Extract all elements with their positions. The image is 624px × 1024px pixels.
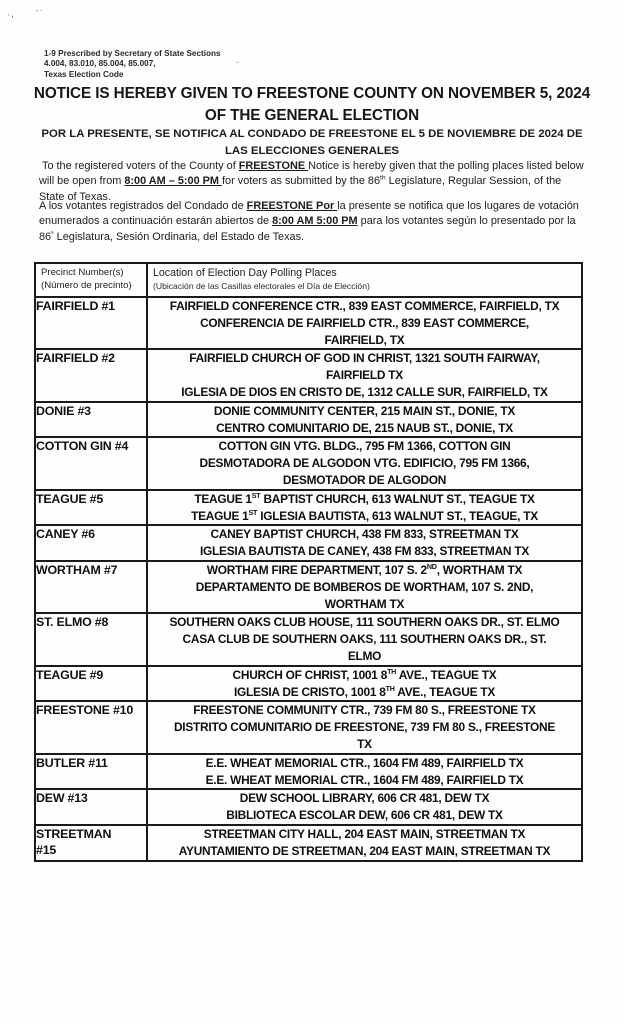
table-row: [35, 525, 582, 561]
precinct-label: FREESTONE #10: [36, 703, 134, 718]
precinct-cell: [35, 437, 147, 489]
precinct-label: ST. ELMO #8: [36, 615, 109, 630]
notice-title-line2: OF THE GENERAL ELECTION: [204, 106, 420, 124]
precinct-label: CANEY #6: [36, 527, 95, 542]
table-row: [35, 825, 582, 861]
location-line: BIBLIOTECA ESCOLAR DEW, 606 CR 481, DEW TX: [226, 808, 503, 823]
precinct-cell: [35, 613, 147, 665]
precinct-label: TEAGUE #5: [36, 491, 104, 506]
table-row: [35, 349, 582, 401]
precinct-header-english: Precinct Number(s): [41, 267, 124, 278]
location-line: WORTHAM FIRE DEPARTMENT, 107 S. 2ND, WORTHAM TX: [206, 562, 523, 577]
location-cell: [147, 349, 582, 401]
location-cell: [147, 437, 582, 489]
table-row: [35, 789, 582, 825]
location-line: E.E. WHEAT MEMORIAL CTR., 1604 FM 489, FAIRFIELD TX: [205, 755, 524, 770]
form-citation-line: 1-9 Prescribed by Secretary of State Sections: [44, 49, 221, 58]
scan-artifact: -·: [36, 6, 44, 15]
table-row: [35, 701, 582, 753]
scan-artifact: -: [236, 57, 240, 67]
precinct-cell: [35, 297, 147, 349]
location-line: IGLESIA DE DIOS EN CRISTO DE, 1312 CALLE SUR, FAIRFIELD, TX: [181, 384, 548, 399]
location-line: FAIRFIELD CONFERENCE CTR., 839 EAST COMMERCE, FAIRFIELD, TX: [169, 299, 560, 313]
notice-subtitle-line2: LAS ELECCIONES GENERALES: [224, 144, 400, 157]
precinct-label: COTTON GIN #4: [36, 439, 129, 454]
form-citation-line: 4.004, 83.010, 85.004, 85.007,: [44, 59, 156, 69]
location-cell: [147, 701, 582, 753]
location-line: WORTHAM TX: [324, 596, 405, 611]
table-row: [35, 561, 582, 613]
location-cell: [147, 490, 582, 526]
precinct-label: #15: [36, 842, 57, 857]
precinct-label: DONIE #3: [36, 403, 91, 418]
location-line: FAIRFIELD TX: [326, 368, 403, 383]
location-column-header: [147, 263, 582, 297]
notice-title-line1: NOTICE IS HEREBY GIVEN TO FREESTONE COUNTY ON NOVEMBER 5, 2024: [33, 85, 591, 102]
location-line: FREESTONE COMMUNITY CTR., 739 FM 80 S., FREESTONE TX: [193, 703, 536, 718]
location-line: CENTRO COMUNITARIO DE, 215 NAUB ST., DONIE, TX: [216, 420, 513, 435]
location-line: STREETMAN CITY HALL, 204 EAST MAIN, STREETMAN TX: [203, 826, 526, 841]
table-row: [35, 490, 582, 526]
table-row: [35, 754, 582, 790]
location-header-english: Location of Election Day Polling Places: [153, 267, 337, 279]
location-line: DESMOTADOR DE ALGODON: [282, 472, 447, 487]
scan-artifact: ·,: [6, 8, 16, 20]
precinct-cell: [35, 825, 147, 861]
table-row: [35, 402, 582, 438]
precinct-cell: [35, 666, 147, 702]
location-line: FAIRFIELD, TX: [324, 332, 405, 347]
precinct-label: BUTLER #11: [36, 755, 108, 770]
location-line: SOUTHERN OAKS CLUB HOUSE, 111 SOUTHERN OAKS DR., ST. ELMO: [169, 615, 560, 630]
location-line: AYUNTAMIENTO DE STREETMAN, 204 EAST MAIN, STREETMAN TX: [178, 843, 551, 858]
table-row: [35, 297, 582, 349]
location-line: CANEY BAPTIST CHURCH, 438 FM 833, STREETMAN TX: [210, 527, 519, 542]
location-line: COTTON GIN VTG. BLDG., 795 FM 1366, COTTON GIN: [218, 439, 511, 454]
precinct-label: DEW #13: [36, 791, 88, 806]
precinct-label: TEAGUE #9: [36, 667, 104, 682]
location-cell: [147, 825, 582, 861]
location-line: FAIRFIELD CHURCH OF GOD IN CHRIST, 1321 SOUTH FAIRWAY,: [189, 351, 540, 366]
precinct-cell: [35, 701, 147, 753]
location-line: IGLESIA DE CRISTO, 1001 8TH AVE., TEAGUE TX: [233, 684, 496, 699]
location-line: CHURCH OF CHRIST, 1001 8TH AVE., TEAGUE TX: [232, 667, 497, 682]
location-cell: [147, 402, 582, 438]
polling-places-table: [34, 262, 583, 862]
location-line: TEAGUE 1ST IGLESIA BAUTISTA, 613 WALNUT ST., TEAGUE, TX: [191, 508, 538, 523]
location-line: TEAGUE 1ST BAPTIST CHURCH, 613 WALNUT ST., TEAGUE TX: [194, 491, 535, 506]
precinct-cell: [35, 402, 147, 438]
location-line: DEPARTAMENTO DE BOMBEROS DE WORTHAM, 107 S. 2ND,: [195, 579, 534, 594]
location-line: DESMOTADORA DE ALGODON VTG. EDIFICIO, 795 FM 1366,: [199, 456, 530, 471]
notice-subtitle-line1: POR LA PRESENTE, SE NOTIFICA AL CONDADO DE FREESTONE EL 5 DE NOVIEMBRE DE 2024 DE: [41, 128, 583, 140]
location-line: ELMO: [347, 648, 382, 663]
form-citation: [44, 49, 221, 80]
precinct-cell: [35, 754, 147, 790]
precinct-label: FAIRFIELD #2: [36, 351, 115, 366]
location-cell: [147, 561, 582, 613]
location-cell: [147, 666, 582, 702]
location-line: IGLESIA BAUTISTA DE CANEY, 438 FM 833, STREETMAN TX: [199, 544, 530, 559]
table-row: [35, 613, 582, 665]
notice-paragraph-english: To the registered voters of the County of FREESTONE Notice is hereby given that the polling places listed below will be open from 8:00 AM – 5:00 PM for voters as submitted by the 86th Legislature, Regular Session, of the State of Texas.: [39, 160, 584, 203]
notice-paragraph-spanish: A los votantes registrados del Condado de FREESTONE Por la presente se notifica que los lugares de votación enumerados a continuación estarán abiertos de 8:00 AM 5:00 PM para los votantes según lo presentado por la $86^ª$ Legislatura, Sesión Ordinaria, del Estado de Texas.: [39, 200, 579, 243]
notice-title: [0, 83, 624, 126]
table-row: [35, 666, 582, 702]
location-line: CONFERENCIA DE FAIRFIELD CTR., 839 EAST COMMERCE,: [200, 315, 529, 330]
location-header-spanish: (Ubicación de las Casillas electorales el Día de Elección): [153, 281, 370, 291]
location-line: DEW SCHOOL LIBRARY, 606 CR 481, DEW TX: [239, 791, 490, 806]
precinct-label: STREETMAN: [36, 826, 112, 841]
precinct-cell: [35, 561, 147, 613]
location-cell: [147, 789, 582, 825]
precinct-cell: [35, 789, 147, 825]
location-cell: [147, 613, 582, 665]
location-cell: [147, 754, 582, 790]
table-row: [35, 437, 582, 489]
form-citation-line: Texas Election Code: [44, 69, 124, 79]
precinct-header-spanish: (Número de precinto): [41, 279, 132, 291]
precinct-column-header: [35, 263, 147, 297]
precinct-cell: [35, 490, 147, 526]
location-line: DONIE COMMUNITY CENTER, 215 MAIN ST., DONIE, TX: [213, 403, 516, 418]
precinct-cell: [35, 525, 147, 561]
location-line: CASA CLUB DE SOUTHERN OAKS, 111 SOUTHERN OAKS DR., ST.: [182, 632, 547, 647]
location-line: TX: [357, 736, 372, 751]
location-line: DISTRITO COMUNITARIO DE FREESTONE, 739 FM 80 S., FREESTONE: [173, 720, 556, 735]
precinct-label: FAIRFIELD #1: [36, 299, 115, 313]
location-cell: [147, 525, 582, 561]
notice-subtitle-spanish: [0, 126, 624, 159]
precinct-cell: [35, 349, 147, 401]
location-line: E.E. WHEAT MEMORIAL CTR., 1604 FM 489, FAIRFIELD TX: [205, 772, 524, 787]
precinct-label: WORTHAM #7: [36, 562, 118, 577]
table-header-row: [35, 263, 582, 297]
location-cell: [147, 297, 582, 349]
